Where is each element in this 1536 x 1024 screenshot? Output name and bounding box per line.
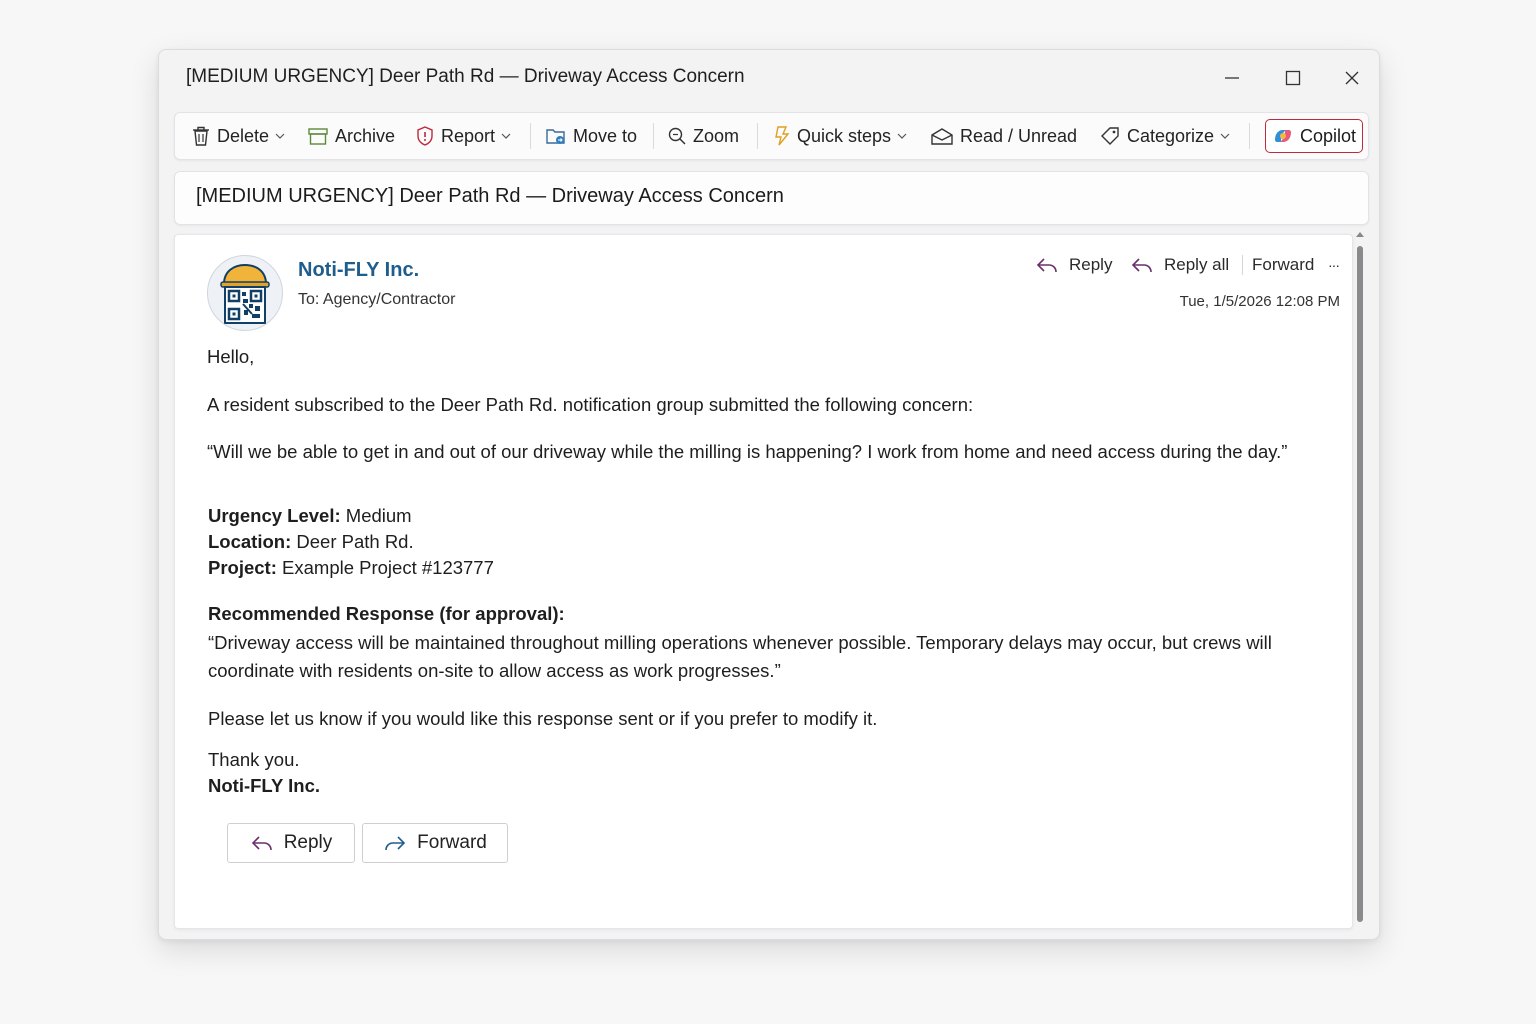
urgency-value: Medium bbox=[345, 505, 412, 526]
copilot-button[interactable] bbox=[1265, 119, 1363, 153]
message-subject: [MEDIUM URGENCY] Deer Path Rd — Driveway Access Concern bbox=[196, 185, 784, 207]
chevron-down-icon bbox=[501, 132, 511, 140]
toolbar-divider bbox=[1249, 123, 1250, 149]
reply-all-label: Reply all bbox=[1164, 255, 1230, 274]
close-icon bbox=[1344, 70, 1360, 86]
delete-label: Delete bbox=[217, 125, 270, 146]
project-row bbox=[208, 555, 494, 581]
close-button[interactable] bbox=[1338, 64, 1366, 92]
toolbar-divider bbox=[757, 123, 758, 149]
zoom-label: Zoom bbox=[693, 125, 740, 146]
report-label: Report bbox=[441, 125, 496, 146]
magnifier-icon bbox=[667, 126, 687, 146]
reply-label: Reply bbox=[1069, 255, 1113, 274]
recommended-response: “Driveway access will be maintained throughout milling operations whenever possible. Temporary delays may occur, but crews will coordinate with residents on-site to allow access as work progresses.” bbox=[208, 632, 1272, 681]
chevron-down-icon bbox=[897, 132, 907, 140]
bottom-reply-button[interactable] bbox=[227, 823, 355, 863]
intro-paragraph: A resident subscribed to the Deer Path Rd. notification group submitted the following concern: bbox=[207, 394, 974, 415]
quick-steps-label: Quick steps bbox=[797, 125, 892, 146]
minimize-icon bbox=[1224, 70, 1240, 86]
scroll-up-icon[interactable] bbox=[1356, 232, 1364, 237]
maximize-icon bbox=[1285, 70, 1301, 86]
categorize-label: Categorize bbox=[1127, 125, 1215, 146]
tag-icon bbox=[1099, 125, 1121, 147]
project-value: Example Project #123777 bbox=[282, 557, 494, 578]
subject-header bbox=[174, 171, 1369, 225]
archive-label: Archive bbox=[335, 125, 396, 146]
copilot-icon bbox=[1272, 126, 1294, 146]
recipient-line: To: Agency/Contractor bbox=[298, 291, 456, 308]
location-label: Location: bbox=[208, 531, 292, 552]
lightning-icon bbox=[773, 125, 791, 147]
categorize-button[interactable] bbox=[1099, 113, 1230, 159]
forward-label: Forward bbox=[1252, 255, 1315, 274]
action-divider bbox=[1242, 255, 1243, 275]
urgency-row bbox=[208, 503, 412, 529]
maximize-button[interactable] bbox=[1279, 64, 1307, 92]
read-unread-button[interactable] bbox=[930, 113, 1077, 159]
command-toolbar bbox=[174, 112, 1369, 160]
toolbar-divider bbox=[530, 123, 531, 149]
chevron-down-icon bbox=[1220, 132, 1230, 140]
bottom-forward-button[interactable] bbox=[362, 823, 508, 863]
copilot-label: Copilot bbox=[1299, 125, 1357, 146]
location-row bbox=[208, 529, 414, 555]
read-unread-label: Read / Unread bbox=[960, 125, 1078, 146]
reply-link[interactable] bbox=[1035, 253, 1112, 277]
toolbar-divider bbox=[653, 123, 654, 149]
message-date: Tue, 1/5/2026 12:08 PM bbox=[1179, 293, 1340, 310]
scrollbar-thumb[interactable] bbox=[1357, 246, 1363, 922]
forward-link[interactable] bbox=[1252, 253, 1314, 277]
location-value: Deer Path Rd. bbox=[296, 531, 414, 552]
mail-window bbox=[158, 49, 1380, 940]
archive-button[interactable] bbox=[307, 113, 395, 159]
title-bar bbox=[159, 50, 1379, 106]
request-paragraph: Please let us know if you would like this response sent or if you prefer to modify it. bbox=[208, 708, 878, 729]
closing: Thank you. bbox=[208, 749, 300, 770]
shield-icon bbox=[415, 125, 435, 147]
archive-icon bbox=[307, 126, 329, 146]
reply-all-arrow-icon bbox=[1130, 256, 1154, 274]
more-actions-button[interactable] bbox=[1328, 253, 1339, 277]
vertical-scrollbar[interactable] bbox=[1355, 232, 1365, 924]
reply-arrow-icon bbox=[1035, 256, 1059, 274]
quick-steps-button[interactable] bbox=[773, 113, 907, 159]
qr-hardhat-logo-icon bbox=[208, 256, 282, 330]
greeting: Hello, bbox=[207, 346, 255, 367]
trash-icon bbox=[191, 125, 211, 147]
project-label: Project: bbox=[208, 557, 277, 578]
recommended-heading: Recommended Response (for approval): bbox=[208, 603, 565, 624]
envelope-open-icon bbox=[930, 126, 954, 146]
zoom-button[interactable] bbox=[667, 113, 739, 159]
delete-button[interactable] bbox=[191, 113, 285, 159]
sender-avatar bbox=[207, 255, 283, 331]
signature: Noti-FLY Inc. bbox=[208, 775, 321, 796]
move-to-button[interactable] bbox=[545, 113, 637, 159]
minimize-button[interactable] bbox=[1218, 64, 1246, 92]
sender-name[interactable]: Noti-FLY Inc. bbox=[298, 259, 420, 281]
report-button[interactable] bbox=[415, 113, 511, 159]
reply-arrow-icon bbox=[250, 834, 274, 852]
reply-all-link[interactable] bbox=[1130, 253, 1229, 277]
window-title: [MEDIUM URGENCY] Deer Path Rd — Driveway Access Concern bbox=[186, 66, 745, 87]
reading-pane bbox=[174, 234, 1353, 929]
resident-quote: “Will we be able to get in and out of our driveway while the milling is happening? I work from home and need access during the day.” bbox=[207, 441, 1288, 462]
urgency-label: Urgency Level: bbox=[208, 505, 341, 526]
bottom-reply-label: Reply bbox=[283, 832, 333, 853]
forward-arrow-icon bbox=[383, 834, 407, 852]
chevron-down-icon bbox=[275, 132, 285, 140]
move-to-label: Move to bbox=[573, 125, 638, 146]
more-icon: ··· bbox=[1328, 257, 1339, 273]
bottom-forward-label: Forward bbox=[417, 832, 487, 853]
folder-move-icon bbox=[545, 126, 567, 146]
